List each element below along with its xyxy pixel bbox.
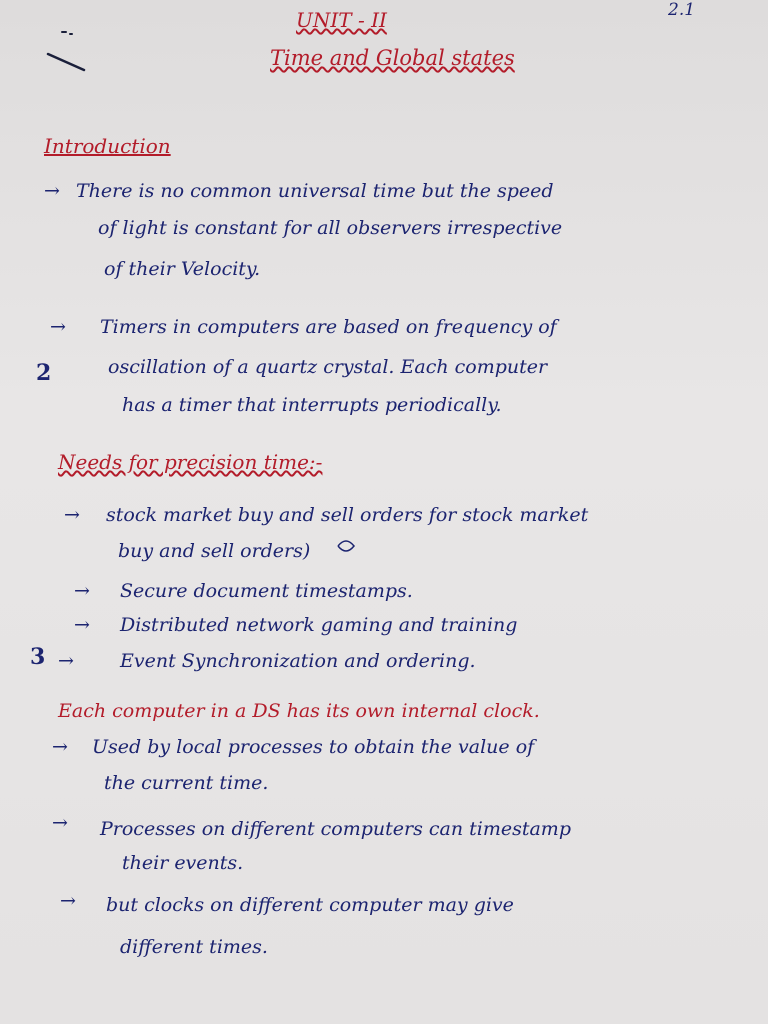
intro-bullet-1-line-1: There is no common universal time but the speed (76, 180, 554, 202)
margin-mark-3: 3 (30, 644, 46, 670)
page-number: 2.1 (668, 0, 696, 20)
needs-bullet-1-line-1: stock market buy and sell orders for stock market (106, 504, 589, 526)
clock-bullet-1-line-1: Used by local processes to obtain the value of (92, 736, 535, 758)
introduction-heading-text: Introduction (44, 134, 171, 158)
clock-bullet-3-line-1: but clocks on different computer may give (106, 894, 514, 916)
arrow-bullet: → (64, 504, 80, 526)
arrow-bullet: → (74, 614, 90, 636)
clock-bullet-3-line-2: different times. (120, 936, 268, 958)
needs-bullet-2: Secure document timestamps. (120, 580, 413, 602)
needs-bullet-4: Event Synchronization and ordering. (120, 650, 476, 672)
arrow-bullet: → (58, 650, 74, 672)
clock-bullet-1-line-2: the current time. (104, 772, 269, 794)
needs-heading-text: Needs for precision time:- (58, 450, 323, 474)
needs-bullet-1-line-2: buy and sell orders) (118, 540, 311, 562)
arrow-bullet: → (50, 316, 66, 338)
intro-bullet-1-line-3: of their Velocity. (104, 258, 261, 280)
scribble-mark (338, 541, 354, 551)
needs-bullet-3: Distributed network gaming and training (120, 614, 518, 636)
intro-bullet-2-line-2: oscillation of a quartz crystal. Each computer (108, 356, 548, 378)
corner-dots (62, 32, 72, 34)
arrow-bullet: → (52, 812, 68, 834)
clock-bullet-2-line-1: Processes on different computers can timestamp (100, 818, 571, 840)
unit-heading-text: UNIT - II (296, 8, 387, 32)
clock-bullet-2-line-2: their events. (122, 852, 244, 874)
intro-bullet-1-line-2: of light is constant for all observers irrespective (98, 217, 563, 239)
arrow-bullet: → (44, 180, 60, 202)
arrow-bullet: → (60, 890, 76, 912)
internal-clock-statement: Each computer in a DS has its own internal clock. (58, 700, 540, 722)
intro-bullet-2-line-3: has a timer that interrupts periodically. (122, 394, 502, 416)
intro-bullet-2-line-1: Timers in computers are based on frequency of (100, 316, 557, 338)
arrow-bullet: → (52, 736, 68, 758)
margin-pen-stroke (48, 54, 84, 70)
page-title-text: Time and Global states (270, 46, 515, 70)
arrow-bullet: → (74, 580, 90, 602)
margin-mark-2: 2 (36, 360, 52, 386)
